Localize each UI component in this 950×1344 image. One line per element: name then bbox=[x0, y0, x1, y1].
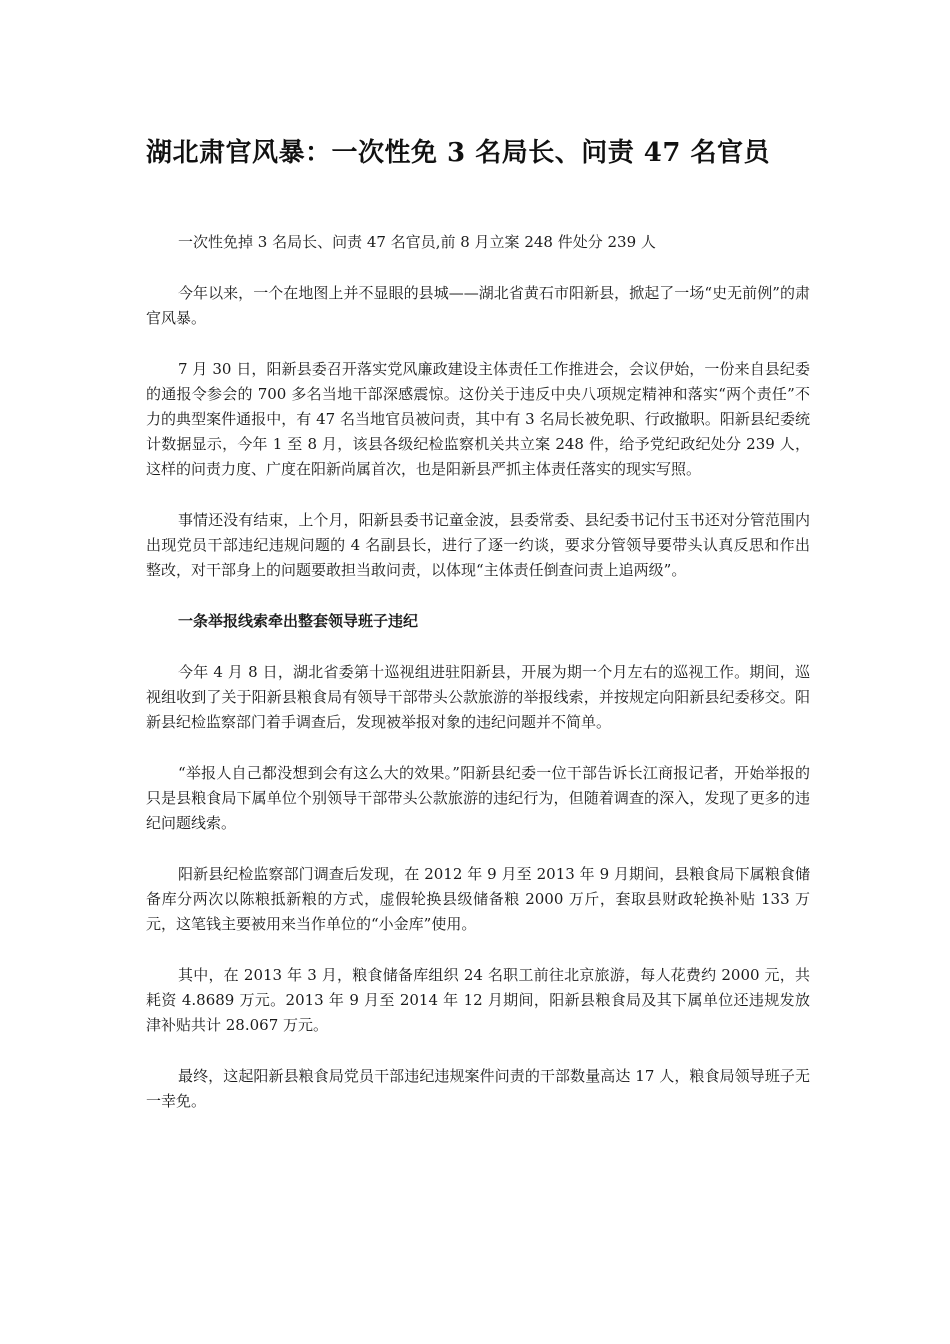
summary-paragraph: 一次性免掉 3 名局长、问责 47 名官员,前 8 月立案 248 件处分 239 人 bbox=[178, 233, 656, 251]
meeting-paragraph: 7 月 30 日，阳新县委召开落实党风廉政建设主体责任工作推进会，会议伊始，一份来自县纪委的通报令参会的 700 多名当地干部深感震惊。这份关于违反中央八项规定精神和落实“两个责任”不力的典型案件通报中，有 47 名当地官员被问责，其中有 3 名局长被免职、行政撤职。阳新县纪委统计数据显示，今年 1 至 8 月，该县各级纪检监察机关共立案 248 件，给予党纪政纪处分 239 人，这样的问责力度、广度在阳新尚属首次，也是阳新县严抓主体责任落实的现实写照。 bbox=[146, 360, 810, 478]
whistleblower-paragraph: “举报人自己都没想到会有这么大的效果。”阳新县纪委一位干部告诉长江商报记者，开始举报的只是县粮食局下属单位个别领导干部带头公款旅游的违纪行为，但随着调查的深入，发现了更多的违纪问题线索。 bbox=[146, 764, 810, 832]
interview-paragraph: 事情还没有结束，上个月，阳新县委书记童金波，县委常委、县纪委书记付玉书还对分管范围内出现党员干部违纪违规问题的 4 名副县长，进行了逐一约谈，要求分管领导要带头认真反思和作出整改，对干部身上的问题要敢担当敢问责，以体现“主体责任倒查问责上追两级”。 bbox=[146, 511, 810, 579]
article-body bbox=[146, 230, 810, 1140]
travel-paragraph: 其中，在 2013 年 3 月，粮食储备库组织 24 名职工前往北京旅游，每人花费约 2000 元，共耗资 4.8689 万元。2013 年 9 月至 2014 年 12 月期间，阳新县粮食局及其下属单位还违规发放津补贴共计 28.067 万元。 bbox=[146, 966, 810, 1034]
section-heading: 一条举报线索牵出整套领导班子违纪 bbox=[178, 612, 419, 630]
conclusion-paragraph: 最终，这起阳新县粮食局党员干部违纪违规案件问责的干部数量高达 17 人，粮食局领导班子无一幸免。 bbox=[146, 1067, 810, 1110]
article-title: 湖北肃官风暴：一次性免 3 名局长、问责 47 名官员 bbox=[146, 138, 770, 168]
investigation-paragraph: 阳新县纪检监察部门调查后发现，在 2012 年 9 月至 2013 年 9 月期间，县粮食局下属粮食储备库分两次以陈粮抵新粮的方式，虚假轮换县级储备粮 2000 万斤，套取县财政轮换补贴 133 万元，这笔钱主要被用来当作单位的“小金库”使用。 bbox=[146, 865, 810, 933]
inspection-paragraph: 今年 4 月 8 日，湖北省委第十巡视组进驻阳新县，开展为期一个月左右的巡视工作。期间，巡视组收到了关于阳新县粮食局有领导干部带头公款旅游的举报线索，并按规定向阳新县纪委移交。阳新县纪检监察部门着手调查后，发现被举报对象的违纪问题并不简单。 bbox=[146, 663, 810, 731]
intro-paragraph: 今年以来，一个在地图上并不显眼的县城——湖北省黄石市阳新县，掀起了一场“史无前例”的肃官风暴。 bbox=[146, 284, 810, 327]
